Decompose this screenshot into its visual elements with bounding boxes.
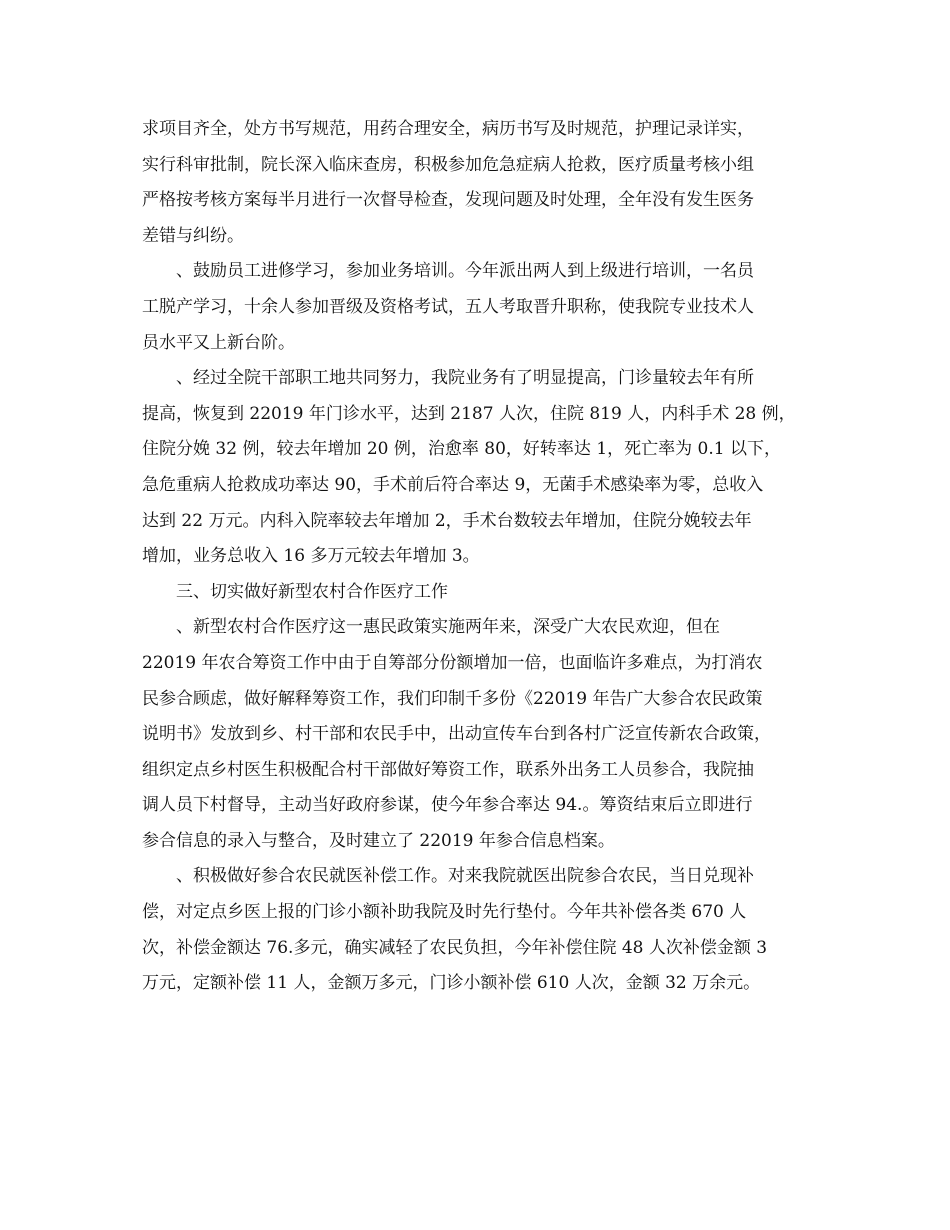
paragraph-business-growth xyxy=(142,361,810,575)
text-line: 、经过全院干部职工地共同努力，我院业务有了明显提高，门诊量较去年有所 xyxy=(176,368,754,389)
section-heading xyxy=(142,575,810,611)
text-line: 、鼓励员工进修学习，参加业务培训。今年派出两人到上级进行培训，一名员 xyxy=(176,261,754,282)
text-line: 工脱产学习，十余人参加晋级及资格考试，五人考取晋升职称，使我院专业技术人 xyxy=(142,296,754,317)
text-line: 22019 年农合筹资工作中由于自筹部分份额增加一倍，也面临许多难点，为打消农 xyxy=(142,652,763,673)
text-line: 达到 22 万元。内科入院率较去年增加 2，手术台数较去年增加，住院分娩较去年 xyxy=(142,510,752,531)
text-line: 、新型农村合作医疗这一惠民政策实施两年来，深受广大农民欢迎，但在 xyxy=(176,617,720,638)
text-line: 严格按考核方案每半月进行一次督导检查，发现问题及时处理，全年没有发生医务 xyxy=(142,190,754,211)
text-line: 万元，定额补偿 11 人，金额万多元，门诊小额补偿 610 人次，金额 32 万余元。 xyxy=(142,973,761,994)
text-line: 参合信息的录入与整合，及时建立了 22019 年参合信息档案。 xyxy=(142,830,615,851)
text-line: 急危重病人抢救成功率达 90，手术前后符合率达 9，无菌手术感染率为零，总收入 xyxy=(142,474,764,495)
text-line: 差错与纠纷。 xyxy=(142,225,244,246)
text-line: 住院分娩 32 例，较去年增加 20 例，治愈率 80，好转率达 1，死亡率为 0.1 以下， xyxy=(142,439,781,460)
text-line: 民参合顾虑，做好解释筹资工作，我们印制千多份《22019 年告广大参合农民政策 xyxy=(142,688,763,709)
section-heading-text: 三、切实做好新型农村合作医疗工作 xyxy=(176,581,448,602)
text-line: 提高，恢复到 22019 年门诊水平，达到 2187 人次，住院 819 人，内科手术 28 例， xyxy=(142,403,796,424)
text-line: 说明书》发放到乡、村干部和农民手中，出动宣传车台到各村广泛宣传新农合政策， xyxy=(142,724,771,745)
text-line: 组织定点乡村医生积极配合村干部做好筹资工作，联系外出务工人员参合，我院抽 xyxy=(142,759,754,780)
paragraph-staff-training xyxy=(142,254,810,361)
paragraph-quality-control xyxy=(142,112,810,254)
text-line: 求项目齐全，处方书写规范，用药合理安全，病历书写及时规范，护理记录详实， xyxy=(142,119,754,139)
text-line: 实行科审批制，院长深入临床查房，积极参加危急症病人抢救，医疗质量考核小组 xyxy=(142,154,754,175)
paragraph-compensation xyxy=(142,859,810,1001)
text-line: 、积极做好参合农民就医补偿工作。对来我院就医出院参合农民，当日兑现补 xyxy=(176,866,754,887)
text-line: 偿，对定点乡医上报的门诊小额补助我院及时先行垫付。今年共补偿各类 670 人 xyxy=(142,902,747,923)
text-line: 增加，业务总收入 16 多万元较去年增加 3。 xyxy=(142,546,480,567)
text-line: 员水平又上新台阶。 xyxy=(142,332,295,353)
paragraph-rural-cooperative xyxy=(142,610,810,859)
text-line: 调人员下村督导，主动当好政府参谋，使今年参合率达 94.。筹资结束后立即进行 xyxy=(142,795,753,816)
document-page xyxy=(142,112,810,1002)
text-line: 次，补偿金额达 76.多元，确实减轻了农民负担，今年补偿住院 48 人次补偿金额 3 xyxy=(142,937,768,958)
